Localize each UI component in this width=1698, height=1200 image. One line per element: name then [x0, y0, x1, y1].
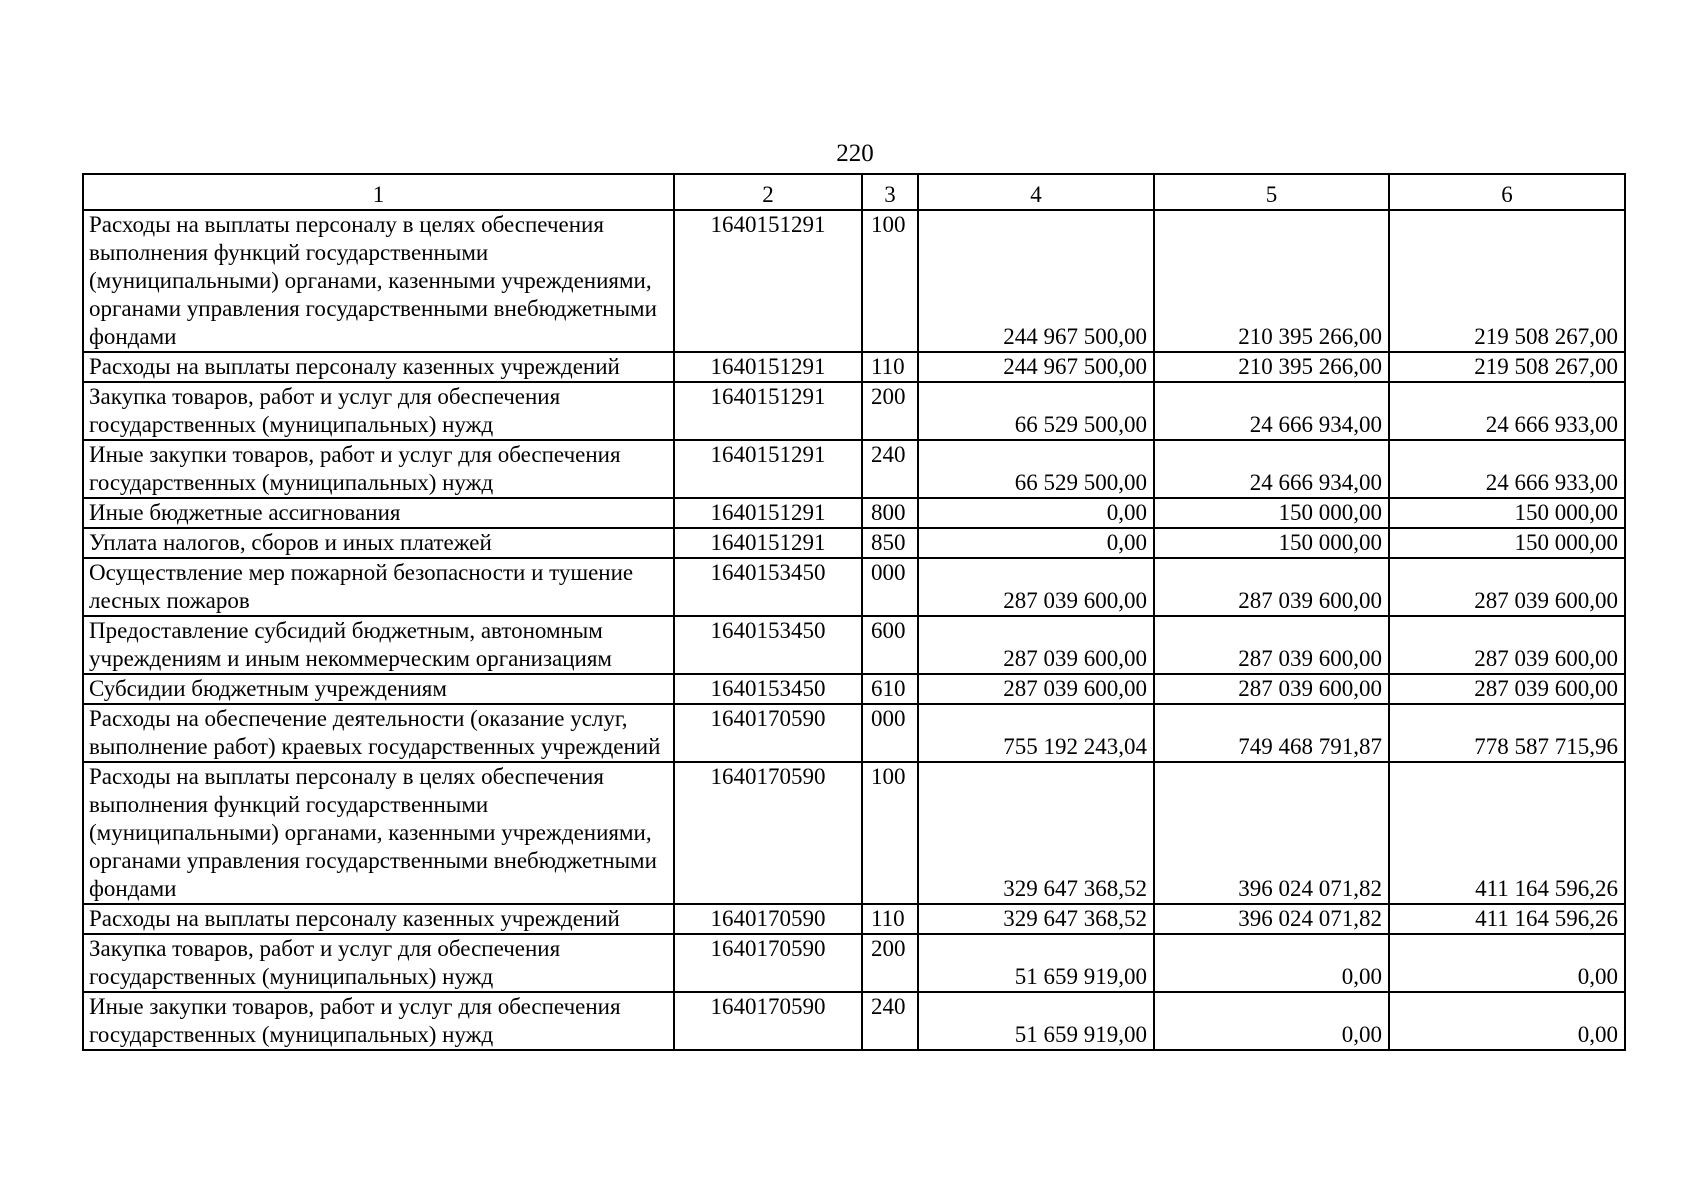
row-code-cell: 1640153450 — [674, 674, 862, 704]
table-row — [83, 498, 1625, 528]
row-name-cell: Осуществление мер пожарной безопасности и тушение лесных пожаров — [83, 558, 674, 616]
row-kind-cell: 240 — [862, 992, 918, 1050]
row-amount-col6-cell: 411 164 596,26 — [1389, 904, 1625, 934]
row-name-cell: Расходы на обеспечение деятельности (оказание услуг, выполнение работ) краевых государственных учреждений — [83, 704, 674, 762]
row-code-cell: 1640170590 — [674, 904, 862, 934]
table-row — [83, 934, 1625, 992]
row-amount-col6-cell: 24 666 933,00 — [1389, 440, 1625, 498]
table-row — [83, 674, 1625, 704]
row-amount-col5-cell: 287 039 600,00 — [1154, 558, 1389, 616]
row-amount-col4-cell: 244 967 500,00 — [918, 210, 1154, 352]
row-code-cell: 1640170590 — [674, 934, 862, 992]
column-header: 6 — [1389, 174, 1625, 210]
row-kind-cell: 600 — [862, 616, 918, 674]
row-kind-cell: 000 — [862, 558, 918, 616]
row-amount-col5-cell: 24 666 934,00 — [1154, 440, 1389, 498]
row-amount-col5-cell: 396 024 071,82 — [1154, 762, 1389, 904]
row-amount-col5-cell: 150 000,00 — [1154, 528, 1389, 558]
row-code-cell: 1640153450 — [674, 558, 862, 616]
row-name-cell: Субсидии бюджетным учреждениям — [83, 674, 674, 704]
table-header-row — [83, 174, 1625, 210]
table-row — [83, 992, 1625, 1050]
row-amount-col4-cell: 244 967 500,00 — [918, 352, 1154, 382]
row-name-cell: Иные закупки товаров, работ и услуг для обеспечения государственных (муниципальных) нужд — [83, 992, 674, 1050]
row-code-cell: 1640170590 — [674, 762, 862, 904]
row-kind-cell: 110 — [862, 352, 918, 382]
row-amount-col6-cell: 778 587 715,96 — [1389, 704, 1625, 762]
row-amount-col5-cell: 396 024 071,82 — [1154, 904, 1389, 934]
row-code-cell: 1640151291 — [674, 528, 862, 558]
row-amount-col6-cell: 287 039 600,00 — [1389, 616, 1625, 674]
column-header: 5 — [1154, 174, 1389, 210]
row-name-cell: Иные закупки товаров, работ и услуг для обеспечения государственных (муниципальных) нужд — [83, 440, 674, 498]
row-name-cell: Предоставление субсидий бюджетным, автономным учреждениям и иным некоммерческим организациям — [83, 616, 674, 674]
row-amount-col6-cell: 24 666 933,00 — [1389, 382, 1625, 440]
row-amount-col6-cell: 219 508 267,00 — [1389, 352, 1625, 382]
row-amount-col4-cell: 66 529 500,00 — [918, 382, 1154, 440]
row-kind-cell: 240 — [862, 440, 918, 498]
row-amount-col6-cell: 287 039 600,00 — [1389, 674, 1625, 704]
row-name-cell: Расходы на выплаты персоналу казенных учреждений — [83, 904, 674, 934]
page-number: 220 — [836, 140, 874, 167]
row-kind-cell: 100 — [862, 210, 918, 352]
row-code-cell: 1640153450 — [674, 616, 862, 674]
row-amount-col4-cell: 0,00 — [918, 498, 1154, 528]
row-amount-col5-cell: 210 395 266,00 — [1154, 210, 1389, 352]
table-row — [83, 904, 1625, 934]
row-name-cell: Расходы на выплаты персоналу в целях обеспечения выполнения функций государственными (муниципальными) органами, казенными учреждениями, органами управления государственными внебюджетными фондами — [83, 210, 674, 352]
row-code-cell: 1640151291 — [674, 210, 862, 352]
row-amount-col6-cell: 0,00 — [1389, 934, 1625, 992]
row-name-cell: Закупка товаров, работ и услуг для обеспечения государственных (муниципальных) нужд — [83, 934, 674, 992]
row-name-cell: Расходы на выплаты персоналу в целях обеспечения выполнения функций государственными (муниципальными) органами, казенными учреждениями, органами управления государственными внебюджетными фондами — [83, 762, 674, 904]
row-amount-col4-cell: 287 039 600,00 — [918, 558, 1154, 616]
table-row — [83, 762, 1625, 904]
row-name-cell: Закупка товаров, работ и услуг для обеспечения государственных (муниципальных) нужд — [83, 382, 674, 440]
row-amount-col5-cell: 210 395 266,00 — [1154, 352, 1389, 382]
row-name-cell: Иные бюджетные ассигнования — [83, 498, 674, 528]
table-body — [83, 210, 1625, 1050]
row-amount-col5-cell: 0,00 — [1154, 934, 1389, 992]
column-header: 2 — [674, 174, 862, 210]
row-amount-col6-cell: 150 000,00 — [1389, 498, 1625, 528]
row-code-cell: 1640151291 — [674, 440, 862, 498]
row-amount-col6-cell: 150 000,00 — [1389, 528, 1625, 558]
row-kind-cell: 000 — [862, 704, 918, 762]
row-name-cell: Расходы на выплаты персоналу казенных учреждений — [83, 352, 674, 382]
row-amount-col4-cell: 51 659 919,00 — [918, 934, 1154, 992]
row-amount-col5-cell: 287 039 600,00 — [1154, 616, 1389, 674]
row-kind-cell: 610 — [862, 674, 918, 704]
row-amount-col6-cell: 287 039 600,00 — [1389, 558, 1625, 616]
row-amount-col5-cell: 24 666 934,00 — [1154, 382, 1389, 440]
column-header: 4 — [918, 174, 1154, 210]
table-row — [83, 210, 1625, 352]
row-code-cell: 1640151291 — [674, 352, 862, 382]
row-amount-col4-cell: 287 039 600,00 — [918, 674, 1154, 704]
row-amount-col4-cell: 329 647 368,52 — [918, 904, 1154, 934]
row-amount-col5-cell: 287 039 600,00 — [1154, 674, 1389, 704]
row-kind-cell: 850 — [862, 528, 918, 558]
row-amount-col4-cell: 755 192 243,04 — [918, 704, 1154, 762]
column-header: 3 — [862, 174, 918, 210]
row-code-cell: 1640170590 — [674, 992, 862, 1050]
row-amount-col4-cell: 329 647 368,52 — [918, 762, 1154, 904]
table-row — [83, 558, 1625, 616]
row-amount-col6-cell: 219 508 267,00 — [1389, 210, 1625, 352]
row-code-cell: 1640170590 — [674, 704, 862, 762]
row-kind-cell: 200 — [862, 382, 918, 440]
row-amount-col5-cell: 0,00 — [1154, 992, 1389, 1050]
row-amount-col5-cell: 150 000,00 — [1154, 498, 1389, 528]
row-amount-col4-cell: 287 039 600,00 — [918, 616, 1154, 674]
table-row — [83, 704, 1625, 762]
row-code-cell: 1640151291 — [674, 382, 862, 440]
row-code-cell: 1640151291 — [674, 498, 862, 528]
row-amount-col4-cell: 0,00 — [918, 528, 1154, 558]
budget-table — [82, 173, 1626, 1051]
row-amount-col5-cell: 749 468 791,87 — [1154, 704, 1389, 762]
table-row — [83, 616, 1625, 674]
row-kind-cell: 800 — [862, 498, 918, 528]
table-row — [83, 528, 1625, 558]
row-amount-col6-cell: 411 164 596,26 — [1389, 762, 1625, 904]
row-amount-col4-cell: 66 529 500,00 — [918, 440, 1154, 498]
row-kind-cell: 110 — [862, 904, 918, 934]
column-header: 1 — [83, 174, 674, 210]
table-row — [83, 352, 1625, 382]
row-amount-col4-cell: 51 659 919,00 — [918, 992, 1154, 1050]
row-name-cell: Уплата налогов, сборов и иных платежей — [83, 528, 674, 558]
row-kind-cell: 100 — [862, 762, 918, 904]
row-amount-col6-cell: 0,00 — [1389, 992, 1625, 1050]
row-kind-cell: 200 — [862, 934, 918, 992]
table-row — [83, 440, 1625, 498]
table-row — [83, 382, 1625, 440]
